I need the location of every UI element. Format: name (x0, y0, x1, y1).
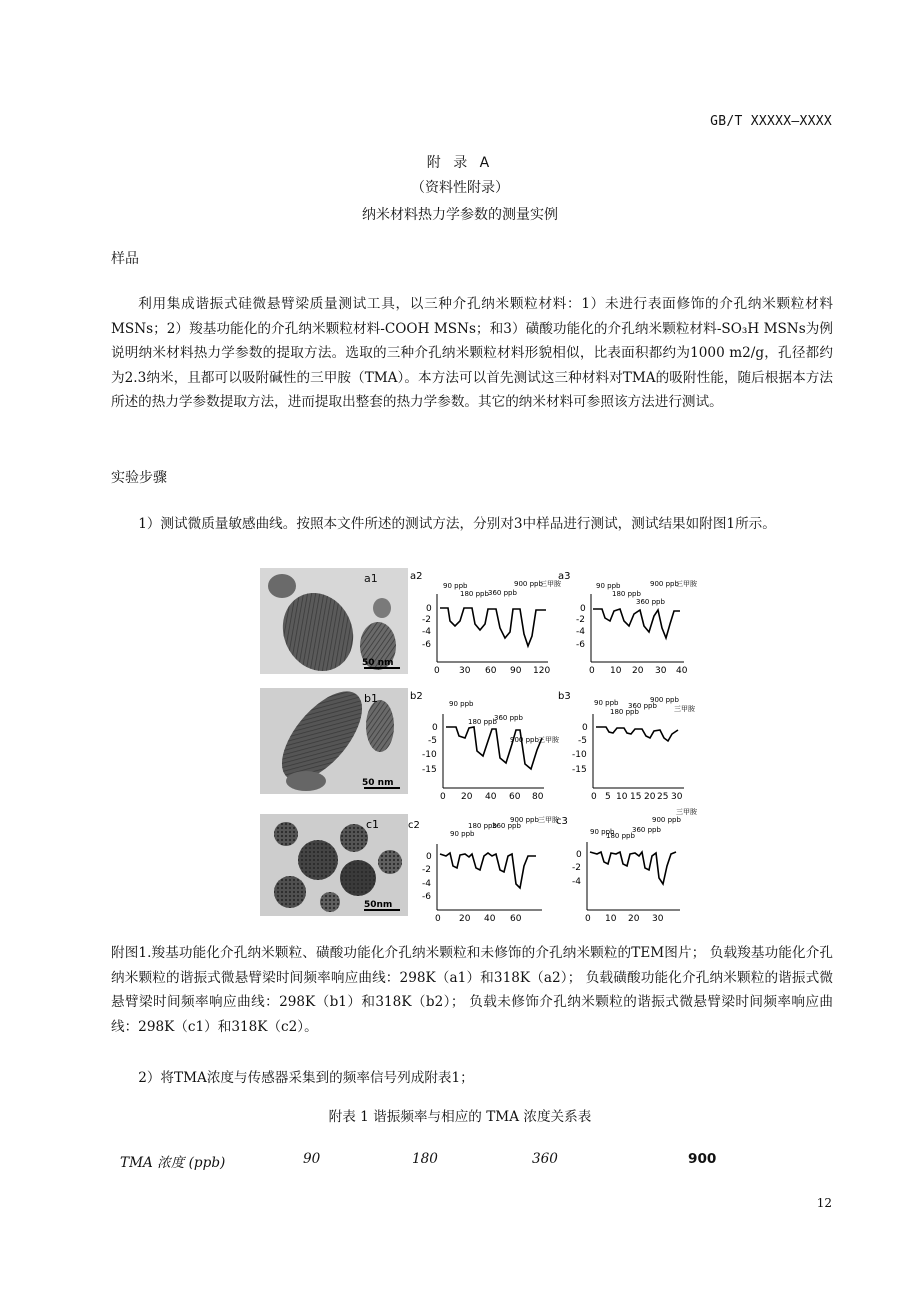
svg-text:360 ppb: 360 ppb (636, 598, 665, 606)
svg-text:20: 20 (632, 666, 644, 676)
chart-b2 (410, 691, 560, 802)
svg-text:180 ppb: 180 ppb (468, 822, 497, 830)
step2-paragraph: 2）将TMA浓度与传感器采集到的频率信号列成附表1； (138, 1070, 474, 1086)
svg-text:90 ppb: 90 ppb (443, 582, 468, 590)
svg-text:900 ppb: 900 ppb (514, 580, 543, 588)
svg-text:60: 60 (510, 914, 522, 924)
svg-text:-4: -4 (572, 877, 581, 887)
panel-label: b3 (558, 691, 571, 702)
scale-bar-label: 50nm (364, 900, 393, 910)
figure-caption: 附图1.羧基功能化介孔纳米颗粒、磺酸功能化介孔纳米颗粒和未修饰的介孔纳米颗粒的TEM图片； 负载羧基功能化介孔纳米颗粒的谐振式微悬臂梁时间频率响应曲线：298K（a1）和318K（a2）； 负载磺酸功能化介孔纳米颗粒的谐振式微悬臂梁时间频率响应曲线：298K（b1）和318K（b2）； 负载未修饰介孔纳米颗粒的谐振式微悬臂梁时间频率响应曲线：298K（c1）和318K（c2）。 (111, 945, 833, 1035)
scale-bar-label: 50 nm (362, 658, 394, 668)
appendix-label: 附 录 A (426, 155, 494, 171)
svg-text:-6: -6 (422, 892, 431, 902)
svg-text:0: 0 (426, 852, 432, 862)
panel-label: a3 (558, 571, 571, 582)
panel-label: a2 (410, 571, 423, 582)
svg-text:40: 40 (484, 914, 496, 924)
svg-text:0: 0 (434, 666, 440, 676)
panel-label: a1 (364, 572, 378, 585)
page-number: 12 (816, 1196, 832, 1210)
svg-text:-2: -2 (422, 865, 431, 875)
svg-text:-5: -5 (578, 736, 587, 746)
chart-b3 (558, 691, 696, 802)
tem-panel-c1 (260, 814, 408, 916)
panel-label: c3 (556, 816, 568, 827)
svg-text:15: 15 (630, 792, 642, 802)
svg-text:0: 0 (426, 604, 432, 614)
svg-text:20: 20 (628, 914, 640, 924)
svg-text:180 ppb: 180 ppb (460, 590, 489, 598)
svg-text:0: 0 (580, 604, 586, 614)
svg-text:10: 10 (610, 666, 622, 676)
svg-text:0: 0 (435, 914, 441, 924)
appendix-title: 纳米材料热力学参数的测量实例 (362, 207, 558, 223)
svg-text:900 ppb: 900 ppb (510, 736, 539, 744)
svg-text:360 ppb: 360 ppb (632, 826, 661, 834)
svg-text:120: 120 (533, 666, 551, 676)
svg-text:25: 25 (657, 792, 669, 802)
svg-text:90 ppb: 90 ppb (449, 700, 474, 708)
svg-text:-10: -10 (422, 750, 437, 760)
svg-text:三甲胺: 三甲胺 (540, 580, 561, 588)
chart-c3 (556, 807, 698, 924)
svg-text:40: 40 (676, 666, 688, 676)
svg-text:10: 10 (605, 914, 617, 924)
panel-label: c2 (408, 820, 420, 831)
scale-bar-label: 50 nm (362, 778, 394, 788)
table-cell: 180 (412, 1151, 438, 1167)
svg-text:360 ppb: 360 ppb (628, 702, 657, 710)
svg-text:-6: -6 (576, 640, 585, 650)
svg-text:0: 0 (576, 850, 582, 860)
svg-text:360 ppb: 360 ppb (492, 822, 521, 830)
svg-text:90 ppb: 90 ppb (594, 699, 619, 707)
svg-text:-15: -15 (572, 765, 587, 775)
table-cell: 360 (532, 1151, 558, 1167)
svg-text:60: 60 (509, 792, 521, 802)
svg-text:90: 90 (510, 666, 522, 676)
svg-text:0: 0 (589, 666, 595, 676)
svg-text:20: 20 (459, 914, 471, 924)
svg-text:10: 10 (616, 792, 628, 802)
svg-text:三甲胺: 三甲胺 (538, 736, 559, 744)
svg-text:60: 60 (485, 666, 497, 676)
svg-text:-2: -2 (422, 615, 431, 625)
svg-text:30: 30 (655, 666, 667, 676)
appendix-note: （资料性附录） (411, 180, 509, 196)
svg-text:0: 0 (582, 723, 588, 733)
panel-label: b2 (410, 691, 423, 702)
svg-text:-6: -6 (422, 640, 431, 650)
chart-a2 (410, 571, 562, 676)
figure-1-svg (260, 566, 697, 924)
svg-text:-4: -4 (576, 627, 585, 637)
figure-1 (260, 566, 697, 924)
panel-label: c1 (366, 818, 380, 831)
chart-c2 (408, 815, 560, 924)
panel-label: b1 (364, 692, 378, 705)
svg-text:-4: -4 (422, 879, 431, 889)
tem-panel-a1 (260, 568, 408, 683)
sample-paragraph: 利用集成谐振式硅微悬臂梁质量测试工具，以三种介孔纳米颗粒材料：1）未进行表面修饰的介孔纳米颗粒材料MSNs；2）羧基功能化的介孔纳米颗粒材料-COOH MSNs；和3）磺酸功能化的介孔纳米颗粒材料-SO₃H MSNs为例说明纳米材料热力学参数的提取方法。选取的三种介孔纳米颗粒材料形貌相似，比表面积都约为1000 m2/g，孔径都约为2.3纳米，且都可以吸附碱性的三甲胺（TMA）。本方法可以首先测试这三种材料对TMA的吸附性能，随后根据本方法所述的热力学参数提取方法，进而提取出整套的热力学参数。其它的纳米材料可参照该方法进行测试。 (111, 296, 833, 410)
svg-text:三甲胺: 三甲胺 (676, 808, 697, 816)
standard-code: GB/T XXXXX—XXXX (710, 114, 832, 129)
svg-text:0: 0 (440, 792, 446, 802)
table-cell: 90 (303, 1151, 321, 1167)
steps-heading: 实验步骤 (111, 470, 167, 486)
svg-text:180 ppb: 180 ppb (610, 708, 639, 716)
svg-text:90 ppb: 90 ppb (590, 828, 615, 836)
svg-text:180 ppb: 180 ppb (468, 718, 497, 726)
svg-text:0: 0 (585, 914, 591, 924)
table-row-label: TMA 浓度 (ppb) (120, 1155, 226, 1171)
svg-text:180 ppb: 180 ppb (612, 590, 641, 598)
svg-text:30: 30 (652, 914, 664, 924)
svg-text:90 ppb: 90 ppb (450, 830, 475, 838)
svg-text:30: 30 (459, 666, 471, 676)
svg-text:360 ppb: 360 ppb (494, 714, 523, 722)
svg-text:20: 20 (644, 792, 656, 802)
svg-text:-2: -2 (576, 615, 585, 625)
svg-text:-10: -10 (572, 750, 587, 760)
svg-text:900 ppb: 900 ppb (650, 696, 679, 704)
svg-text:360 ppb: 360 ppb (488, 589, 517, 597)
sample-heading: 样品 (111, 251, 139, 267)
svg-text:900 ppb: 900 ppb (650, 580, 679, 588)
table-cell: 900 (688, 1151, 717, 1167)
svg-text:三甲胺: 三甲胺 (676, 580, 697, 588)
svg-text:-5: -5 (428, 736, 437, 746)
svg-text:-2: -2 (572, 863, 581, 873)
table-caption: 附表 1 谐振频率与相应的 TMA 浓度关系表 (328, 1109, 592, 1125)
svg-text:0: 0 (432, 723, 438, 733)
step1-paragraph: 1）测试微质量敏感曲线。按照本文件所述的测试方法，分别对3中样品进行测试，测试结果如附图1所示。 (138, 516, 776, 532)
svg-text:三甲胺: 三甲胺 (674, 705, 695, 713)
tem-panel-b1 (260, 678, 408, 794)
svg-text:三甲胺: 三甲胺 (538, 816, 559, 824)
svg-text:-15: -15 (422, 765, 437, 775)
svg-text:180 ppb: 180 ppb (606, 832, 635, 840)
svg-text:90 ppb: 90 ppb (596, 582, 621, 590)
svg-text:900 ppb: 900 ppb (510, 816, 539, 824)
svg-text:30: 30 (671, 792, 683, 802)
svg-text:900 ppb: 900 ppb (652, 816, 681, 824)
chart-a3 (558, 571, 698, 676)
svg-text:20: 20 (461, 792, 473, 802)
svg-text:80: 80 (532, 792, 544, 802)
svg-text:-4: -4 (422, 627, 431, 637)
svg-text:5: 5 (605, 792, 611, 802)
svg-text:0: 0 (591, 792, 597, 802)
svg-text:40: 40 (485, 792, 497, 802)
